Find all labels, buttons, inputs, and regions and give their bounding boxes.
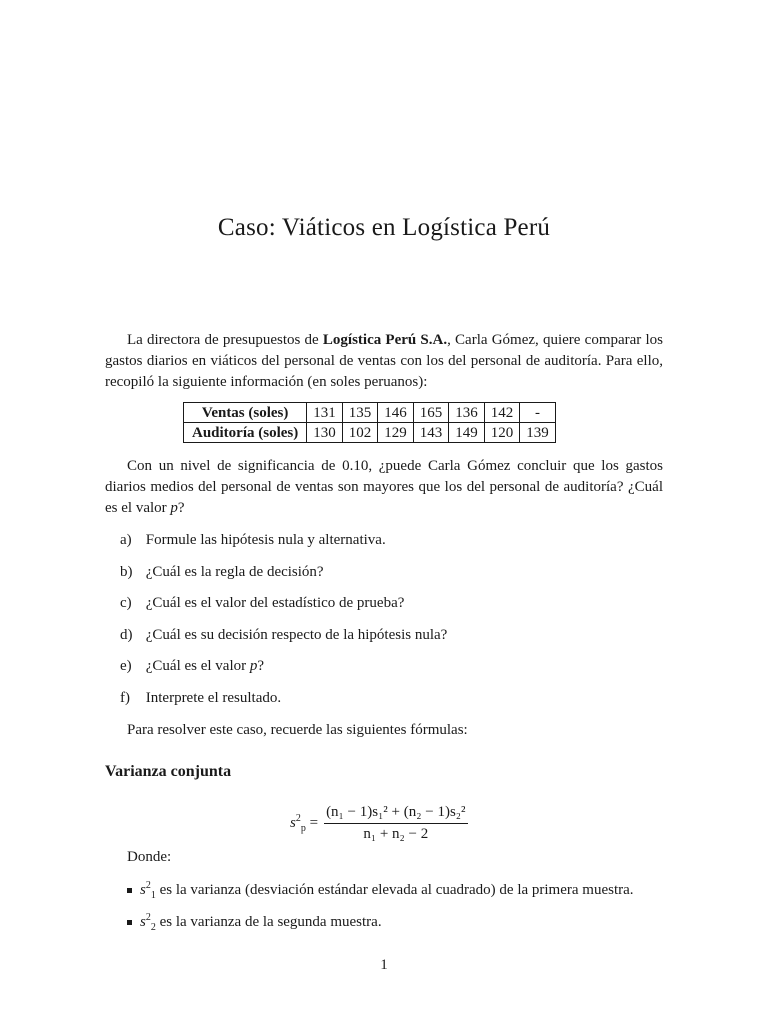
bullet-text: es la varianza de la segunda muestra. xyxy=(155,914,382,930)
item-label: e) xyxy=(120,658,132,674)
item-text: ¿Cuál es el valor xyxy=(145,658,250,674)
formula-denominator: n₁ + n₂ − 2 xyxy=(363,826,429,842)
table-cell: - xyxy=(520,403,556,423)
item-text: Interprete el resultado. xyxy=(145,689,282,706)
item-end: ? xyxy=(257,658,265,674)
formula-equals: = xyxy=(309,815,319,831)
question-end: ? xyxy=(177,500,185,516)
formula-lhs-sub: p xyxy=(300,823,306,834)
variance-sup: 2 xyxy=(145,912,151,923)
list-item xyxy=(127,880,634,912)
bullet-icon xyxy=(127,920,132,925)
variance-sup: 2 xyxy=(145,880,151,891)
formula-lhs-symbol: s xyxy=(290,815,296,831)
list-item xyxy=(120,593,447,625)
item-label: b) xyxy=(120,563,133,580)
question-items-list xyxy=(120,530,447,719)
item-variable: p xyxy=(249,658,258,674)
table-cell: 102 xyxy=(342,423,378,443)
expenses-table xyxy=(183,402,556,443)
variance-symbol: s xyxy=(140,882,146,898)
variance-sub: 2 xyxy=(150,922,156,933)
list-item xyxy=(120,562,447,594)
table-cell: 130 xyxy=(307,423,343,443)
question-variable: p xyxy=(170,500,178,516)
table-cell: 165 xyxy=(413,403,449,423)
bullet-text: es la varianza (desviación estándar elevada al cuadrado) de la primera muestra. xyxy=(155,882,634,898)
bullet-icon xyxy=(127,888,132,893)
table-row xyxy=(184,423,556,443)
page-title: Caso: Viáticos en Logística Perú xyxy=(217,214,551,241)
company-name: Logística Perú S.A. xyxy=(322,332,448,348)
table-cell: 136 xyxy=(449,403,485,423)
item-label: a) xyxy=(120,532,132,548)
item-label: d) xyxy=(120,626,133,643)
table-cell: 146 xyxy=(378,403,414,423)
table-row xyxy=(184,403,556,423)
row-label: Auditoría (soles) xyxy=(184,423,307,443)
formulas-intro: Para resolver este caso, recuerde las siguientes fórmulas: xyxy=(127,722,468,738)
table-cell: 131 xyxy=(307,403,343,423)
list-item xyxy=(127,912,634,944)
section-heading: Varianza conjunta xyxy=(105,763,232,780)
page-number: 1 xyxy=(380,957,388,973)
intro-text-start: La directora de presupuestos de xyxy=(127,332,323,348)
question-paragraph xyxy=(105,456,663,519)
formula-numerator: (n₁ − 1)s₁² + (n₂ − 1)s₂² xyxy=(324,804,467,824)
list-item xyxy=(120,530,447,562)
item-text: ¿Cuál es su decisión respecto de la hipótesis nula? xyxy=(145,626,448,643)
table-cell: 149 xyxy=(449,423,485,443)
intro-paragraph xyxy=(105,330,663,393)
list-item xyxy=(120,688,447,720)
item-text: ¿Cuál es el valor del estadístico de prueba? xyxy=(145,595,405,611)
table-cell: 135 xyxy=(342,403,378,423)
question-text: Con un nivel de significancia de 0.10, ¿puede Carla Gómez concluir que los gastos diarios medios del personal de ventas son mayores que los del personal de auditoría? ¿Cuál es el valor xyxy=(105,458,663,516)
table-cell: 139 xyxy=(520,423,556,443)
table-cell: 143 xyxy=(413,423,449,443)
intro-text-end: , Carla Gómez, quiere comparar los gastos diarios en viáticos del personal de ventas con los del personal de auditoría. Para ello, recopiló la siguiente información (en soles peruanos): xyxy=(105,332,663,390)
list-item xyxy=(120,656,447,688)
variance-symbol: s xyxy=(140,914,146,930)
variance-sub: 1 xyxy=(150,890,156,901)
item-label: c) xyxy=(120,595,132,611)
formula-lhs xyxy=(290,815,318,832)
item-label: f) xyxy=(120,689,130,706)
formula-lhs-sup: 2 xyxy=(295,813,301,824)
item-text: ¿Cuál es la regla de decisión? xyxy=(145,563,324,580)
table-cell: 120 xyxy=(484,423,520,443)
table-cell: 142 xyxy=(484,403,520,423)
formula-fraction xyxy=(324,804,467,843)
where-label: Donde: xyxy=(127,849,172,865)
item-text: Formule las hipótesis nula y alternativa. xyxy=(145,532,386,548)
row-label: Ventas (soles) xyxy=(184,403,307,423)
pooled-variance-formula xyxy=(290,804,468,843)
definitions-list xyxy=(127,880,634,944)
list-item xyxy=(120,625,447,657)
table-cell: 129 xyxy=(378,423,414,443)
